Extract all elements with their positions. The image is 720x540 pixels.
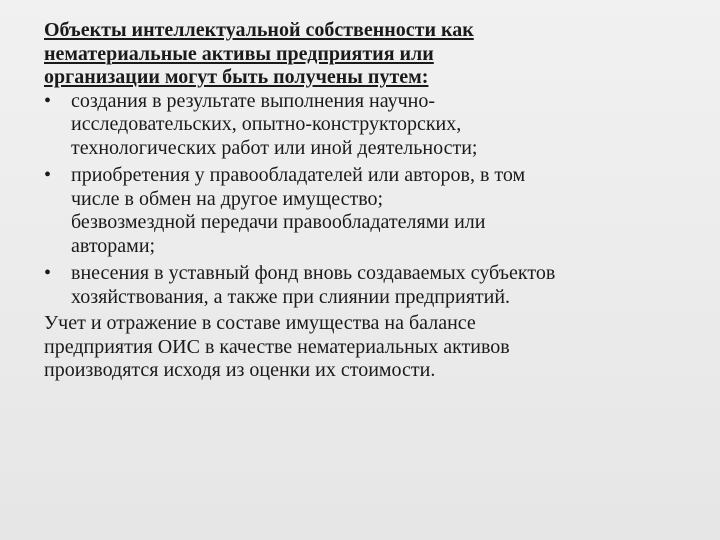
- bullet-item: [44, 90, 694, 161]
- bullet-line: числе в обмен на другое имущество;: [71, 187, 384, 210]
- heading-line: организации могут быть получены путем:: [44, 66, 429, 88]
- bullet-line: безвозмездной передачи правообладателями или: [71, 211, 486, 233]
- heading-line: Объекты интеллектуальной собственности как: [44, 19, 474, 41]
- bullet-item: [44, 164, 694, 258]
- slide-heading: [44, 19, 694, 90]
- paragraph-line: предприятия ОИС в качестве нематериальных активов: [44, 335, 510, 358]
- heading-line: нематериальные активы предприятия или: [44, 42, 434, 65]
- bullet-line: внесения в уставный фонд вновь создаваемых субъектов: [71, 262, 556, 284]
- bullet-line: исследовательских, опытно-конструкторских,: [71, 113, 462, 135]
- closing-paragraph: [44, 312, 694, 383]
- bullet-marker: •: [44, 164, 52, 186]
- slide-content: [44, 19, 694, 383]
- bullet-line: приобретения у правообладателей или авторов, в том: [71, 164, 526, 186]
- paragraph-line: производятся исходя из оценки их стоимости.: [44, 359, 436, 381]
- bullet-line: технологических работ или иной деятельности;: [71, 136, 478, 159]
- paragraph-line: Учет и отражение в составе имущества на балансе: [44, 312, 476, 334]
- bullet-list: [44, 90, 694, 310]
- bullet-line: хозяйствования, а также при слиянии предприятий.: [71, 285, 511, 308]
- bullet-line: создания в результате выполнения научно-: [71, 89, 436, 112]
- bullet-item: [44, 262, 694, 309]
- bullet-marker: •: [44, 89, 52, 112]
- bullet-marker: •: [44, 262, 52, 284]
- bullet-line: авторами;: [71, 234, 156, 257]
